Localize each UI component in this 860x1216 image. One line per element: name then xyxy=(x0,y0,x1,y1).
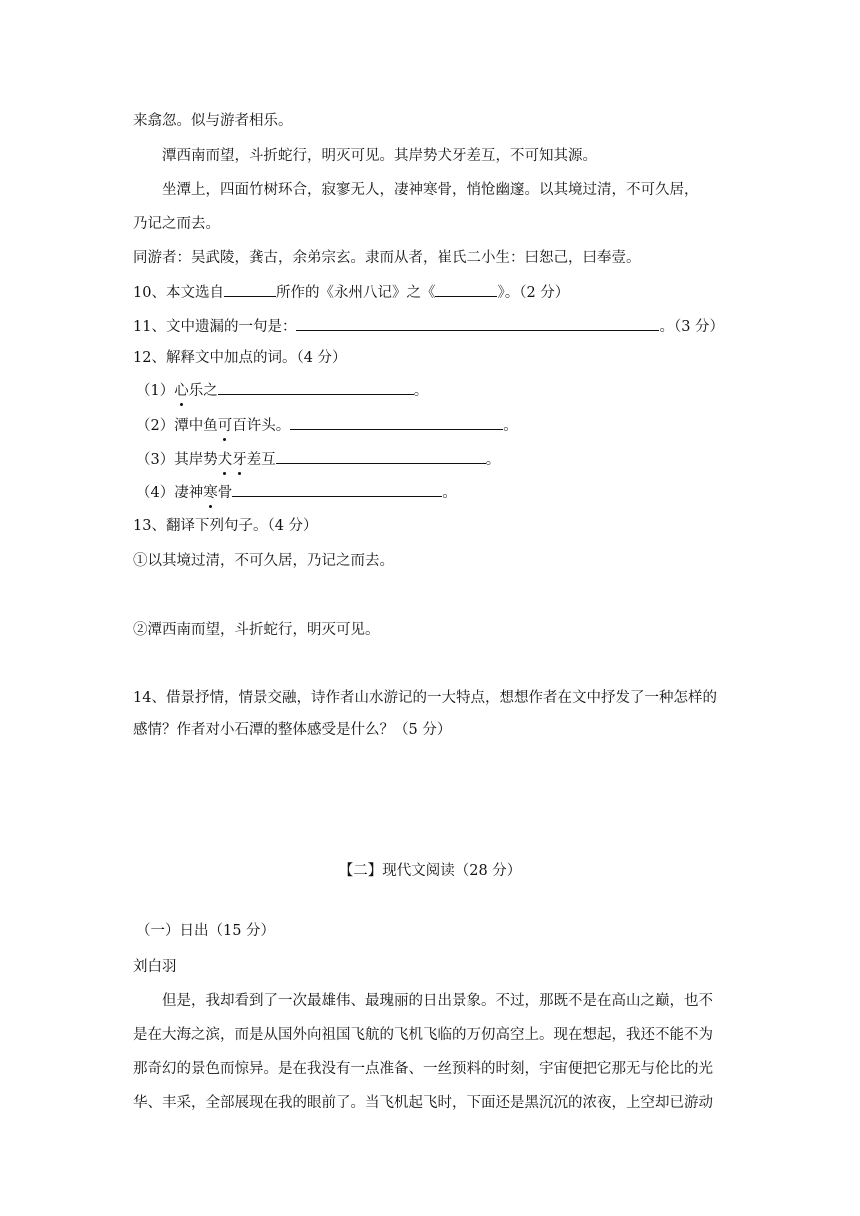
answer-blank[interactable] xyxy=(276,449,486,464)
question-14-line: 14、借景抒情，情景交融，诗作者山水游记的一大特点，想想作者在文中抒发了一种怎样的 xyxy=(133,690,717,706)
item-end: 。 xyxy=(485,452,501,468)
article-line: 那奇幻的景色而惊异。是在我没有一点准备、一丝预料的时刻，宇宙便把它那无与伦比的光 xyxy=(133,1061,713,1077)
dotted-word: 牙 xyxy=(232,452,247,468)
item-end: 。 xyxy=(503,418,518,434)
question-10 xyxy=(133,282,569,303)
passage-line: 来翕忽。似与游者相乐。 xyxy=(133,113,293,129)
question-12-item-1 xyxy=(136,380,428,401)
item-text: 百许头。 xyxy=(232,418,291,434)
dotted-word: 心 xyxy=(174,383,189,399)
item-text: 差互 xyxy=(246,452,276,468)
answer-blank[interactable] xyxy=(290,415,503,430)
answer-blank[interactable] xyxy=(296,316,659,331)
section-heading: 【二】现代文阅读（28 分） xyxy=(338,863,522,879)
answer-blank[interactable] xyxy=(232,482,442,497)
question-10-text-a: 10、本文选自 xyxy=(133,285,224,301)
passage-line: 同游者：吴武陵，龚古，余弟宗玄。隶而从者，崔氏二小生：曰恕己，曰奉壹。 xyxy=(133,250,641,266)
question-10-text-b: 所作的《永州八记》之《 xyxy=(275,285,436,301)
question-13-sentence-2: ②潭西南而望，斗折蛇行，明灭可见。 xyxy=(133,622,380,638)
subsection-title: （一）日出（15 分） xyxy=(136,923,276,939)
dotted-word: 可 xyxy=(217,418,233,434)
item-label: （2）潭中鱼 xyxy=(136,418,218,434)
author-name: 刘白羽 xyxy=(133,959,177,975)
question-14-line: 感情？作者对小石潭的整体感受是什么？（5 分） xyxy=(133,722,452,738)
item-label: （3）其岸势 xyxy=(136,452,218,468)
passage-paragraph: 坐潭上，四面竹树环合，寂寥无人，凄神寒骨，悄怆幽邃。以其境过清，不可久居， xyxy=(162,182,699,198)
dotted-word: 犬 xyxy=(217,452,233,468)
article-line: 是在大海之滨，而是从国外向祖国飞航的飞机飞临的万仞高空上。现在想起，我还不能不为 xyxy=(133,1027,713,1043)
passage-line: 乃记之而去。 xyxy=(133,216,220,232)
question-12-item-2 xyxy=(136,415,518,436)
dotted-word: 寒 xyxy=(203,485,218,501)
item-end: 。 xyxy=(442,485,457,501)
answer-blank[interactable] xyxy=(435,282,497,297)
question-11 xyxy=(133,316,724,337)
passage-paragraph: 潭西南而望，斗折蛇行，明灭可见。其岸势犬牙差互，不可知其源。 xyxy=(162,148,597,164)
question-10-text-c: 》。（2 分） xyxy=(497,285,570,301)
question-12-item-4 xyxy=(136,482,457,503)
question-11-text-a: 11、文中遗漏的一句是： xyxy=(133,319,297,335)
article-line: 但是，我却看到了一次最雄伟、最瑰丽的日出景象。不过，那既不是在高山之巅，也不 xyxy=(162,993,713,1009)
question-13-sentence-1: ①以其境过清，不可久居，乃记之而去。 xyxy=(133,553,394,569)
item-label: （1） xyxy=(136,383,175,399)
answer-blank[interactable] xyxy=(218,380,414,395)
item-text: 骨 xyxy=(217,485,233,501)
item-label: （4）凄神 xyxy=(136,485,204,501)
question-12-item-3 xyxy=(136,449,500,470)
article-line: 华、丰采，全部展现在我的眼前了。当飞机起飞时，下面还是黑沉沉的浓夜，上空却已游动 xyxy=(133,1095,713,1111)
answer-blank[interactable] xyxy=(224,282,276,297)
question-11-text-b: 。（3 分） xyxy=(659,319,725,335)
item-end: 。 xyxy=(413,383,429,399)
item-text: 乐之 xyxy=(188,383,218,399)
question-12-title: 12、解释文中加点的词。（4 分） xyxy=(133,350,347,366)
question-13-title: 13、翻译下列句子。（4 分） xyxy=(133,518,318,534)
